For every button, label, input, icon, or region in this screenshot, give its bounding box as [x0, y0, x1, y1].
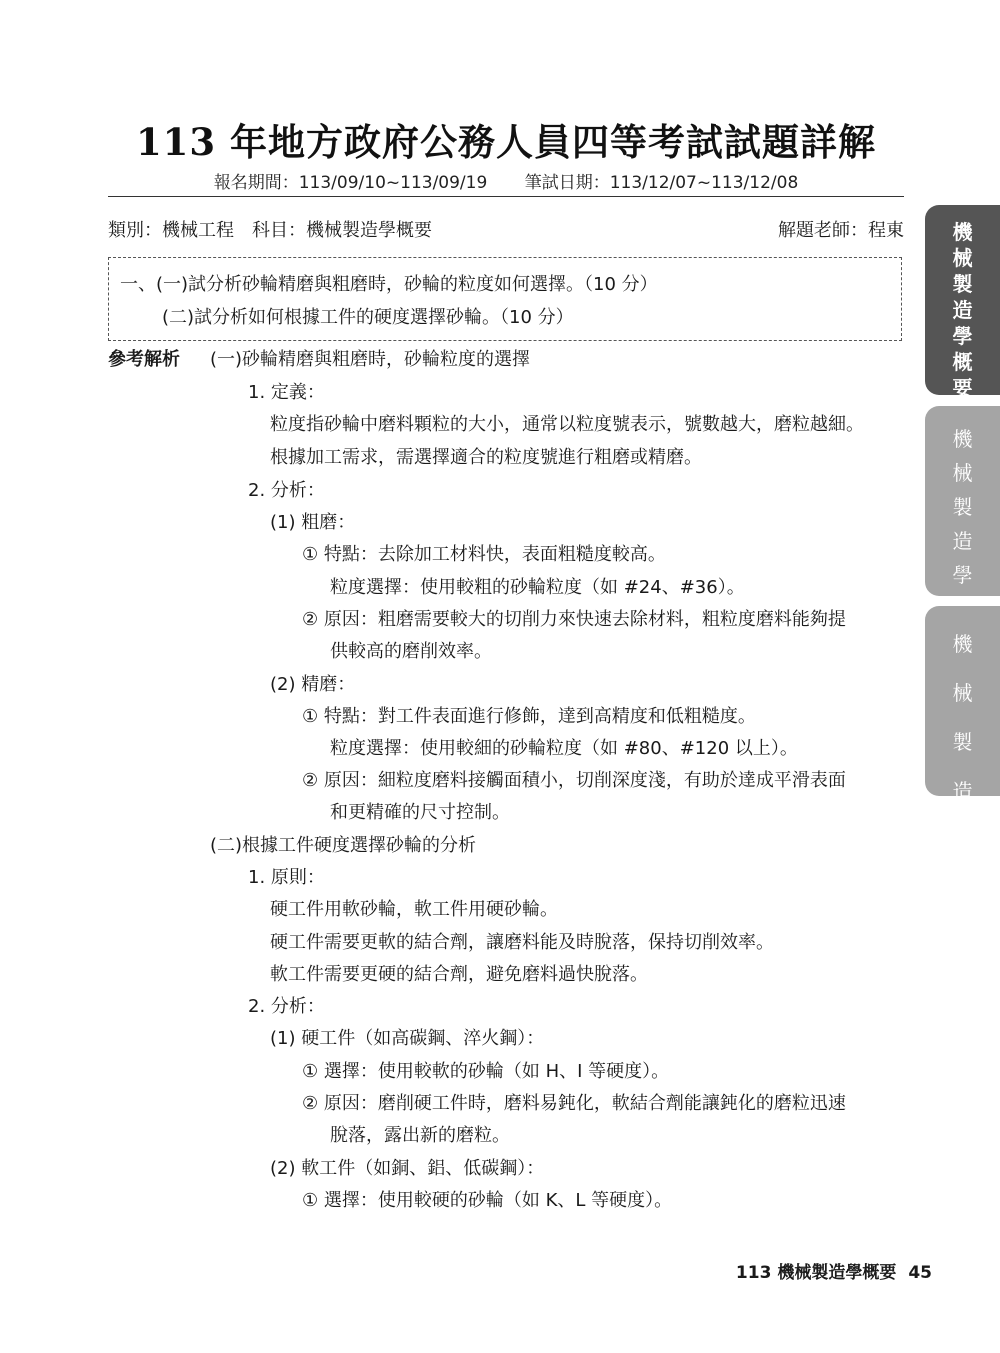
question-1: 一、(一)試分析砂輪精磨與粗磨時，砂輪的粒度如何選擇。（10 分）	[120, 274, 658, 295]
answer-line: 和更精確的尺寸控制。	[330, 802, 510, 823]
tab-char: 械	[952, 246, 973, 270]
answer-line: 硬工件用軟砂輪，軟工件用硬砂輪。	[270, 899, 558, 920]
answer-line: 根據加工需求，需選擇適合的粒度號進行粗磨或精磨。	[270, 447, 702, 468]
tab-char: 製	[952, 272, 973, 296]
answer-line: 脫落，露出新的磨粒。	[330, 1125, 510, 1146]
answer-line: ② 原因：粗磨需要較大的切削力來快速去除材料，粗粒度磨料能夠提	[302, 609, 846, 630]
answer-line: ② 原因：細粒度磨料接觸面積小，切削深度淺，有助於達成平滑表面	[302, 770, 846, 791]
tab-char: 製	[952, 730, 973, 754]
answer-line: ① 特點：去除加工材料快，表面粗糙度較高。	[302, 544, 666, 565]
question-2: (二)試分析如何根據工件的硬度選擇砂輪。（10 分）	[162, 307, 574, 328]
answer-line: (2) 精磨：	[270, 674, 356, 695]
registration-period: 報名期間：113/09/10~113/09/19	[213, 173, 488, 193]
answer-line: 供較高的磨削效率。	[330, 641, 492, 662]
tab-char: 造	[952, 529, 973, 553]
answer-line: 粒度指砂輪中磨料顆粒的大小，通常以粒度號表示，號數越大，磨粒越細。	[270, 414, 864, 435]
page-number: 45	[908, 1263, 932, 1283]
answer-line: 1. 原則：	[248, 867, 325, 888]
side-tab[interactable]	[925, 406, 1000, 596]
answer-line: 粒度選擇：使用較細的砂輪粒度（如 #80、#120 以上）。	[330, 738, 798, 759]
title-divider	[108, 196, 904, 197]
answer-line: 軟工件需要更硬的結合劑，避免磨料過快脫落。	[270, 964, 648, 985]
answer-line: 1. 定義：	[248, 382, 325, 403]
tab-char: 要	[952, 376, 973, 400]
answer-label: 參考解析	[108, 349, 180, 370]
answer-line: (1) 粗磨：	[270, 512, 356, 533]
answer-line: (1) 硬工件（如高碳鋼、淬火鋼）：	[270, 1028, 545, 1049]
side-tab[interactable]	[925, 606, 1000, 803]
exam-dates	[108, 168, 904, 193]
tab-char: 機	[952, 632, 973, 656]
category-subject: 類別：機械工程 科目：機械製造學概要	[108, 220, 432, 241]
tab-char: 械	[952, 461, 973, 485]
answer-line: 粒度選擇：使用較粗的砂輪粒度（如 #24、#36）。	[330, 577, 745, 598]
tab-char: 造	[952, 779, 973, 803]
tab-char: 機	[952, 427, 973, 451]
footer-text: 113 機械製造學概要	[735, 1263, 897, 1283]
answer-line: ① 選擇：使用較軟的砂輪（如 H、I 等硬度）。	[302, 1061, 670, 1082]
answer-line: 2. 分析：	[248, 480, 325, 501]
exam-date: 筆試日期：113/12/07~113/12/08	[524, 173, 799, 193]
answer-line: (2) 軟工件（如銅、鋁、低碳鋼）：	[270, 1158, 545, 1179]
tab-char: 製	[952, 495, 973, 519]
tab-char: 學	[952, 563, 973, 587]
tab-char: 學	[952, 324, 973, 348]
answer-line: ① 特點：對工件表面進行修飾，達到高精度和低粗糙度。	[302, 706, 756, 727]
page-title: 113 年地方政府公務人員四等考試試題詳解	[135, 120, 877, 164]
answer-heading-2: (二)根據工件硬度選擇砂輪的分析	[210, 835, 477, 856]
tab-char: 造	[952, 298, 973, 322]
answer-line: 硬工件需要更軟的結合劑，讓磨料能及時脫落，保持切削效率。	[270, 932, 774, 953]
answer-heading-1: (一)砂輪精磨與粗磨時，砂輪粒度的選擇	[210, 349, 531, 370]
page-footer	[736, 1258, 932, 1283]
tab-char: 機	[952, 220, 973, 244]
answer-line: ① 選擇：使用較硬的砂輪（如 K、L 等硬度）。	[302, 1190, 673, 1211]
tab-char: 概	[952, 350, 973, 374]
side-tab-active[interactable]	[925, 205, 1000, 400]
answer-line: 2. 分析：	[248, 996, 325, 1017]
teacher: 解題老師：程東	[778, 220, 904, 241]
answer-line: ② 原因：磨削硬工件時，磨料易鈍化，軟結合劑能讓鈍化的磨粒迅速	[302, 1093, 846, 1114]
tab-char: 械	[952, 681, 973, 705]
